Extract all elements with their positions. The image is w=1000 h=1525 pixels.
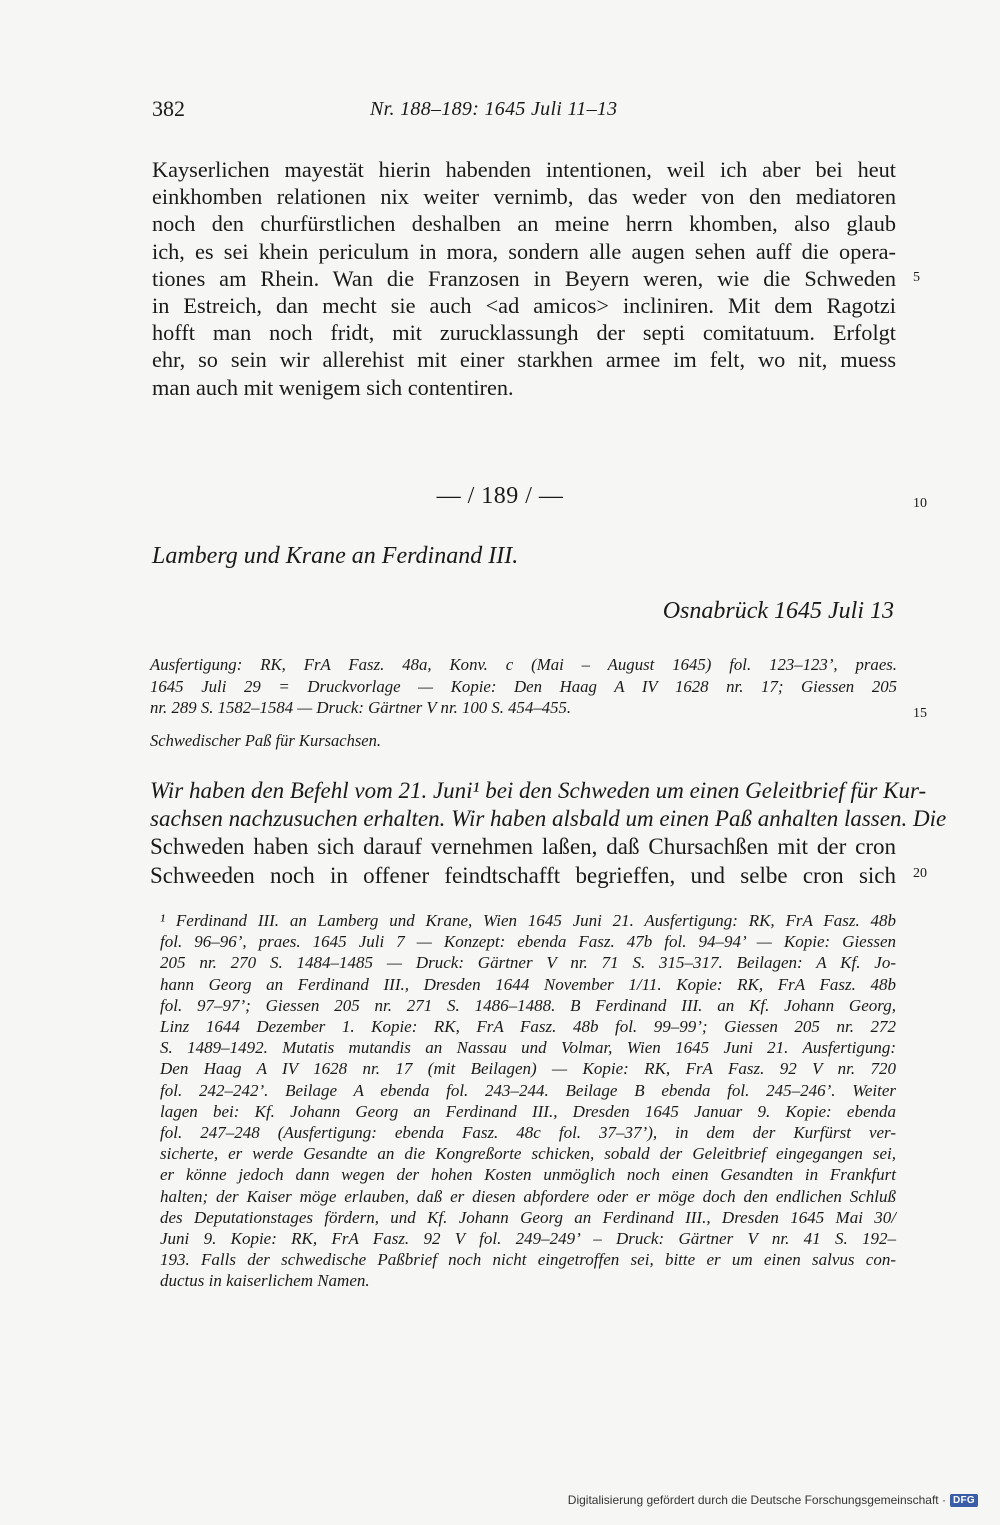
document-title: Lamberg und Krane an Ferdinand III. (152, 543, 519, 569)
footnote-line: ductus in kaiserlichem Namen. (160, 1271, 370, 1291)
document-summary: Schwedischer Paß für Kursachsen. (150, 731, 381, 750)
footnote-line: S. 1489–1492. Mutatis mutandis an Nassau und Volmar, Wien 1645 Juni 21. Ausfertigung: (160, 1038, 896, 1058)
body-line: man auch mit wenigem sich contentiren. (152, 374, 514, 400)
footnote-line: er könne jedoch dann wegen der hohen Kosten unmöglich noch einen Gesandten in Frankfurt (160, 1165, 896, 1185)
footnote-line: sicherte, er werde Gesandte an die Kongreßorte schicken, sobald der Geleitbrief eingegangen sei, (160, 1144, 896, 1164)
line-number-15: 15 (913, 706, 927, 721)
body-line: hofft man noch fridt, mit zurucklassungh der septi comitatuum. Erfolgt (152, 320, 896, 346)
source-line: nr. 289 S. 1582–1584 — Druck: Gärtner V nr. 100 S. 454–455. (150, 698, 572, 717)
footnote-line: Den Haag A IV 1628 nr. 17 (mit Beilagen) — Kopie: RK, FrA Fasz. 92 V nr. 720 (160, 1059, 896, 1079)
footnote-line: lagen bei: Kf. Johann Georg an Ferdinand III., Dresden 1645 Januar 9. Kopie: ebenda (160, 1101, 896, 1121)
running-head: Nr. 188–189: 1645 Juli 11–13 (370, 98, 618, 120)
body-line: tiones am Rhein. Wan die Franzosen in Beyern weren, wie die Schweden (152, 265, 896, 291)
footnote-line: 205 nr. 270 S. 1484–1485 — Druck: Gärtner V nr. 71 S. 315–317. Beilagen: A Kf. Jo- (160, 953, 896, 973)
body-line: ehr, so sein wir allerehist mit einer starkhen armee im felt, wo nit, muess (152, 347, 896, 373)
footnote-line: hann Georg an Ferdinand III., Dresden 1644 November 1/11. Kopie: RK, FrA Fasz. 48b (160, 974, 896, 994)
body-line: Kayserlichen mayestät hierin habenden intentionen, weil ich aber bei heut (152, 157, 896, 182)
footnote-line: des Deputationstages fördern, und Kf. Johann Georg an Ferdinand III., Dresden 1645 Mai 30/ (160, 1207, 896, 1227)
footnote-line: 193. Falls der schwedische Paßbrief noch nicht eingetroffen sei, bitte er um einen salvus con- (160, 1250, 896, 1270)
footnote-line: fol. 242–242’. Beilage A ebenda fol. 243–244. Beilage B ebenda fol. 245–246’. Weiter (160, 1080, 896, 1100)
source-note (150, 654, 897, 719)
footnote-line: fol. 97–97’; Giessen 205 nr. 271 S. 1486–1488. B Ferdinand III. an Kf. Johann Georg, (160, 995, 896, 1015)
regest-line: Wir haben den Befehl vom 21. Juni¹ bei den Schweden um einen Geleitbrief für Kur- (150, 778, 927, 803)
footnote (160, 910, 896, 1292)
dfg-logo: DFG (950, 1494, 978, 1507)
footnote-line: Juni 9. Kopie: RK, FrA Fasz. 92 V fol. 249–249’ – Druck: Gärtner V nr. 41 S. 192– (160, 1229, 896, 1249)
body-line: einkhomben relationen nix weiter vernimb, das weder von den mediatoren (152, 184, 896, 210)
body-line: noch den churfürstlichen deshalben an meine herrn khomben, also glaub (152, 211, 896, 237)
footnote-line: fol. 96–96’, praes. 1645 Juli 7 — Konzept: ebenda Fasz. 47b fol. 94–94’ — Kopie: Giessen (160, 932, 896, 952)
footnote-line: Linz 1644 Dezember 1. Kopie: RK, FrA Fasz. 48b fol. 99–99’; Giessen 205 nr. 272 (160, 1017, 896, 1037)
body-line: ich, es sei khein periculum in mora, sondern alle augen sehen auff die opera- (152, 238, 896, 264)
footer-credit-text: Digitalisierung gefördert durch die Deutsche Forschungsgemeinschaft · (567, 1493, 946, 1507)
line-number-10: 10 (913, 496, 927, 511)
source-line: 1645 Juli 29 = Druckvorlage — Kopie: Den Haag A IV 1628 nr. 17; Giessen 205 (150, 676, 897, 696)
page-number: 382 (152, 96, 185, 121)
source-line: Ausfertigung: RK, FrA Fasz. 48a, Konv. c (Mai – August 1645) fol. 123–123’, praes. (150, 655, 897, 674)
line-number-5: 5 (913, 270, 920, 285)
body-text (152, 156, 896, 401)
regest-line: sachsen nachzusuchen erhalten. Wir haben alsbald um einen Paß anhalten lassen. Die (150, 806, 947, 832)
footnote-line: fol. 247–248 (Ausfertigung: ebenda Fasz. 48c fol. 37–37’), in dem der Kurfürst ver- (160, 1123, 896, 1143)
footnote-line: halten; der Kaiser möge erlauben, daß er diesen abfordere oder er möge doch den endlichen Schluß (160, 1186, 896, 1206)
document-number: — / 189 / — (436, 483, 564, 509)
document-place-date: Osnabrück 1645 Juli 13 (662, 598, 894, 624)
body-line: in Estreich, dan mecht sie auch <ad amicos> incliniren. Mit dem Ragotzi (152, 293, 896, 319)
footnote-line: ¹ Ferdinand III. an Lamberg und Krane, Wien 1645 Juni 21. Ausfertigung: RK, FrA Fasz. 48b (160, 911, 896, 930)
regest-line: Schweden haben sich darauf vernehmen laßen, daß Chursachßen mit der cron (150, 834, 896, 860)
regest-line: Schweeden noch in offener feindtschafft begrieffen, und selbe cron sich (150, 862, 896, 888)
footer-credit-bar (568, 1493, 978, 1507)
line-number-20: 20 (913, 866, 927, 881)
